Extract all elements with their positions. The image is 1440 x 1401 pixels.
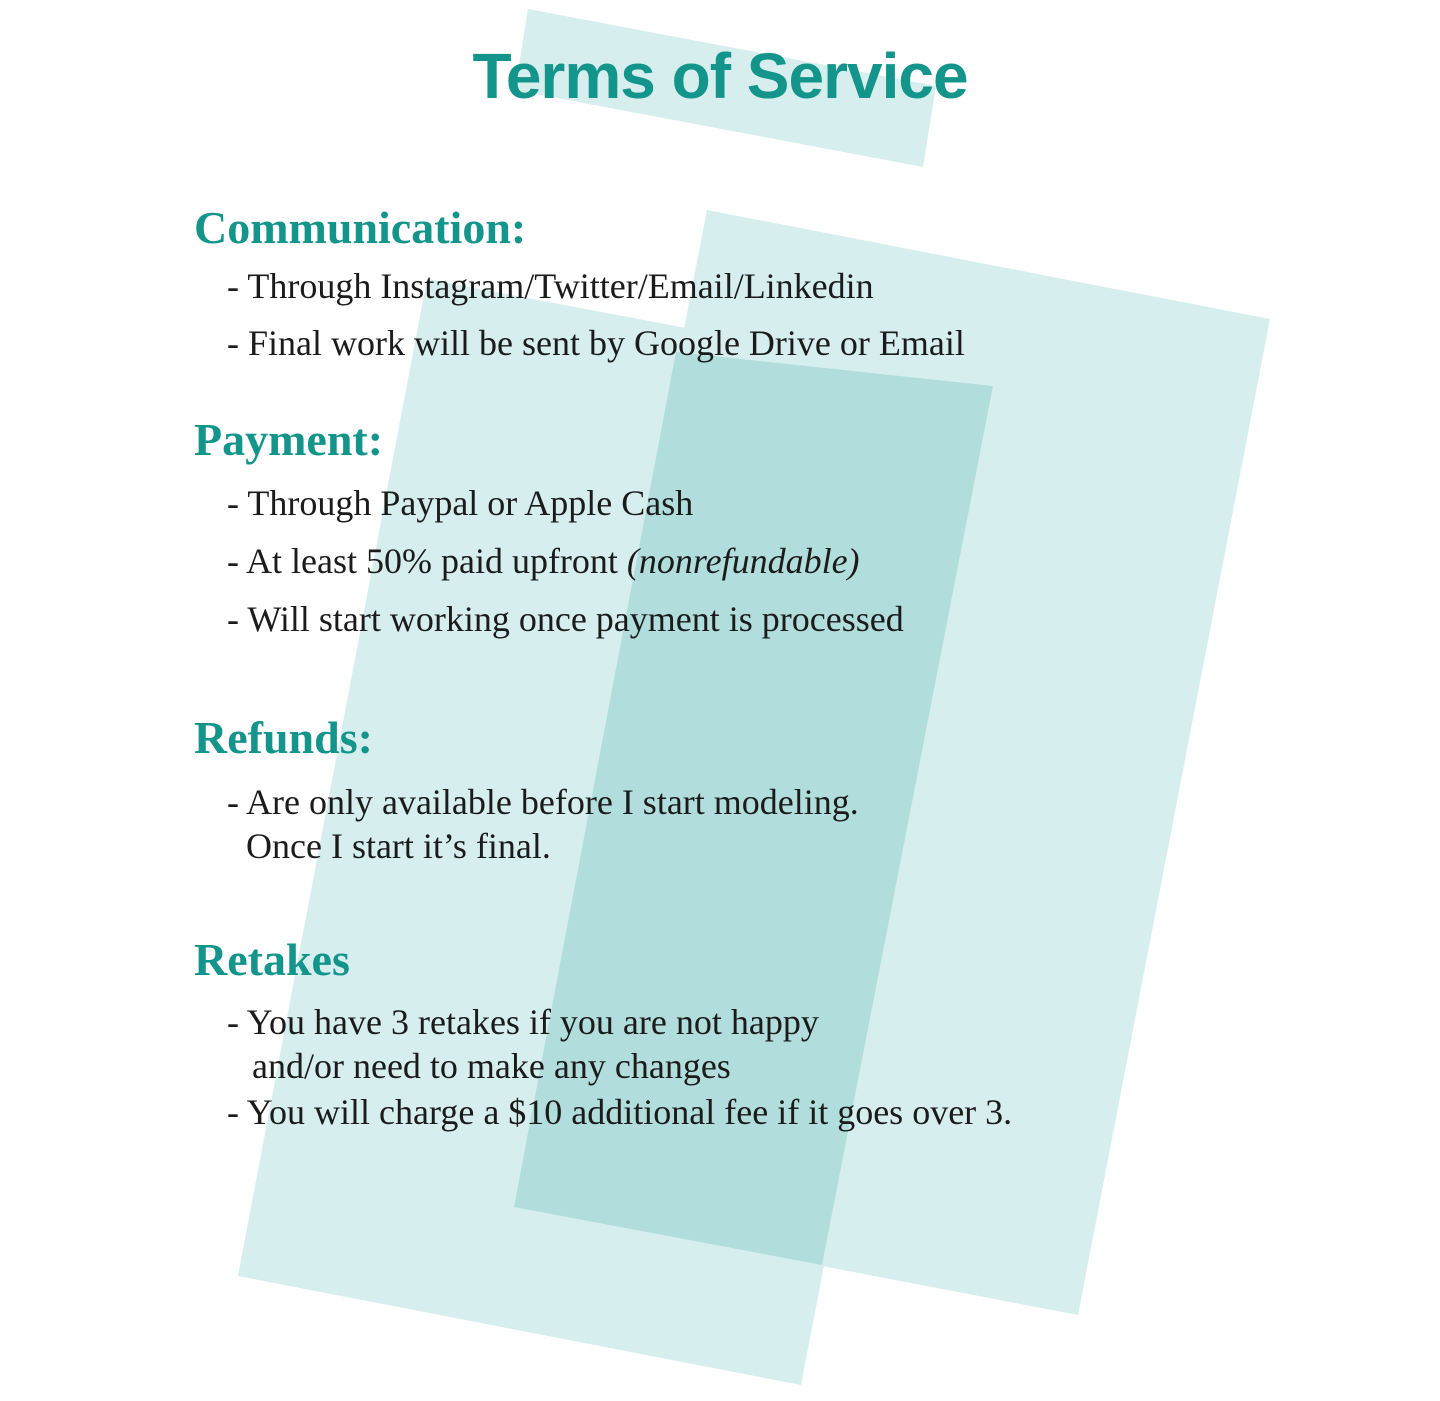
section-heading-payment: Payment:: [194, 414, 384, 465]
list-item: - Will start working once payment is processed: [227, 599, 904, 639]
section-refunds: [194, 710, 1294, 868]
list-item-text: - At least 50% paid upfront: [227, 541, 627, 581]
section-retakes: [194, 932, 1294, 1134]
section-heading-communication: Communication:: [194, 202, 527, 253]
list-item: - Are only available before I start modeling.: [227, 782, 859, 822]
list-item: - You have 3 retakes if you are not happy: [227, 1002, 819, 1042]
section-heading-retakes: Retakes: [194, 934, 350, 985]
section-payment: [194, 412, 1294, 641]
section-communication: [194, 200, 1294, 365]
list-item: - You will charge a $10 additional fee if it goes over 3.: [227, 1092, 1013, 1132]
list-item: [194, 539, 1294, 583]
list-item: - Final work will be sent by Google Drive or Email: [227, 323, 965, 363]
list-item-continuation: Once I start it’s final.: [246, 826, 551, 866]
list-item: - Through Instagram/Twitter/Email/Linkedin: [227, 266, 874, 306]
nonrefundable-note: (nonrefundable): [626, 541, 860, 581]
page-title: Terms of Service: [472, 40, 968, 112]
list-item: - Through Paypal or Apple Cash: [227, 483, 694, 523]
section-heading-refunds: Refunds:: [194, 712, 373, 763]
list-item-continuation: and/or need to make any changes: [252, 1046, 731, 1086]
